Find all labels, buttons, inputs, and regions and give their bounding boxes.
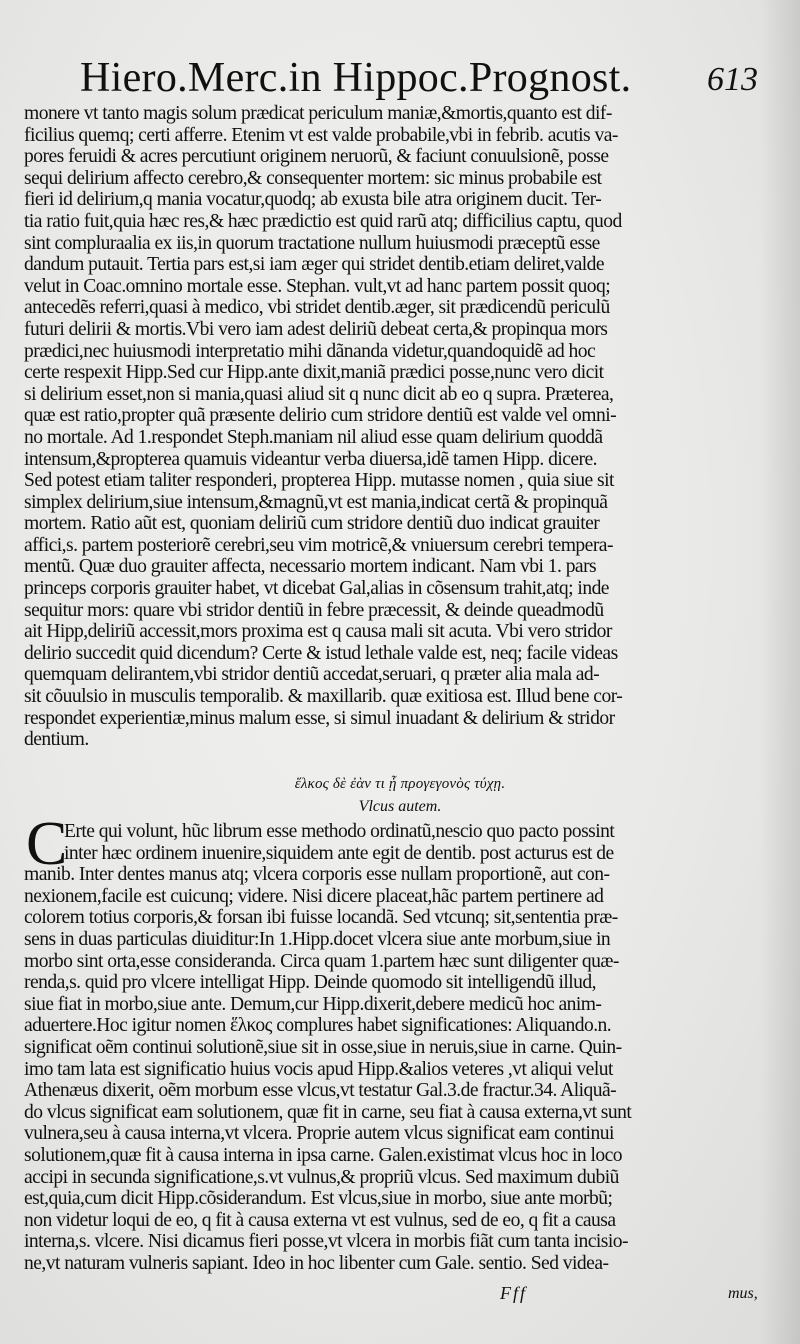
text-line: mentũ. Quæ duo grauiter affecta, necessario mortem indicant. Nam vbi 1. pars [24, 556, 597, 578]
text-line: sens in duas particulas diuiditur:In 1.Hipp.docet vlcera siue ante morbum,siue in [24, 928, 611, 950]
text-line: monere vt tanto magis solum prædicat periculum maniæ,&mortis,quanto est dif- [24, 103, 612, 124]
text-line: Sed potest etiam taliter responderi, propterea Hipp. mutasse nomen , quia siue sit [24, 470, 614, 492]
text-line: no mortale. Ad 1.respondet Steph.maniam nil aliud esse quam delirium quoddã [24, 426, 603, 448]
signature-mark: Fff [500, 1283, 527, 1303]
text-line: prædici,nec huiusmodi interpretatio mihi dãnanda videtur,quandoquidẽ ad hoc [24, 340, 596, 362]
running-title: Hiero.Merc.in Hippoc.Prognost. [80, 55, 632, 101]
text-line: simplex delirium,siue intensum,&magnũ,vt est mania,indicat certã & propinquã [24, 491, 608, 513]
text-line: affici,s. partem posteriorẽ cerebri,seu vim motricẽ,& vniuersum cerebri tempera- [24, 534, 613, 556]
text-line: manib. Inter dentes manus atq; vlcera corporis esse nullam proportionẽ, aut con- [24, 864, 610, 886]
text-line: futuri delirii & mortis.Vbi vero iam adest deliriũ debeat certa,& propinqua mors [24, 318, 608, 340]
text-line: Athenæus dixerit, oẽm morbum esse vlcus,vt testatur Gal.3.de fractur.34. Aliquã- [24, 1080, 617, 1102]
text-line: respondet experientiæ,minus malum esse, si simul inuadant & delirium & stridor [24, 707, 615, 729]
greek-lemma: ἕλκος δὲ ἐὰν τι ᾗ προγεγονὸς τύχῃ. [294, 776, 506, 792]
text-line: delirio succedit quid dicendum? Certe & istud lethale valde est, neq; facile videas [24, 642, 618, 664]
text-line: colorem totius corporis,& forsan ibi fuisse locandã. Sed vtcunq; sit,sententia præ- [24, 907, 618, 929]
text-line: renda,s. quid pro vlcere intelligat Hipp. Deinde quomodo sit intelligendũ illud, [24, 972, 596, 994]
text-line: quæ est ratio,propter quã præsente delirio cum stridore dentiũ est valde vel omni- [24, 405, 617, 427]
text-line: Erte qui volunt, hũc librum esse methodo ordinatũ,nescio quo pacto possint [64, 821, 615, 842]
text-line: sint compluraalia ex iis,in quorum tractatione nullum huiusmodi præceptũ esse [24, 232, 600, 254]
text-line: dentium. [24, 729, 89, 751]
text-line: dandum putauit. Tertia pars est,si iam æger qui stridet dentib.etiam deliret,valde [24, 254, 605, 276]
text-line: pores feruidi & acres percutiunt originem neruorũ, & faciunt conuulsionẽ, posse [24, 146, 609, 168]
text-line: ait Hipp,deliriũ accessit,mors proxima est q causa mali sit acuta. Vbi vero stridor [24, 621, 612, 643]
commentary-paragraph-1 [24, 103, 770, 751]
commentary-paragraph-2 [24, 821, 770, 1274]
text-line: est,quia,cum dicit Hipp.cõsiderandum. Est vlcus,siue in morbo, siue ante morbũ; [24, 1188, 613, 1210]
text-line: non videtur loqui de eo, q fit à causa externa vt est vulnus, sed de eo, q fit a causa [24, 1209, 616, 1231]
text-line: accipi in secunda significatione,s.vt vulnus,& propriũ vlcus. Sed maximum dubiũ [24, 1166, 619, 1188]
running-header [60, 52, 760, 108]
text-line: interna,s. vlcere. Nisi dicamus fieri posse,vt vlcera in morbis fiãt cum tanta incisio- [24, 1231, 628, 1253]
text-line: ne,vt naturam vulneris sapiant. Ideo in hoc libenter cum Gale. sentio. Sed videa- [24, 1252, 609, 1274]
text-line: aduertere.Hoc igitur nomen ἕλκος complures habet significationes: Aliquando.n. [24, 1015, 612, 1037]
text-line: sit cõuulsio in musculis temporalib. & maxillarib. quæ exitiosa est. Illud bene cor- [24, 686, 623, 708]
drop-cap: C [26, 810, 68, 878]
text-line: velut in Coac.omnino mortale esse. Stephan. vult,vt ad hanc partem possit quoq; [24, 275, 611, 297]
page-number: 613 [707, 61, 758, 98]
text-line: do vlcus significat eam solutionem, quæ fit in carne, seu fiat à causa externa,vt sunt [24, 1101, 632, 1123]
text-line: tia ratio fuit,quia hæc res,& hæc prædictio est quid rarũ atq; difficilius captu, quod [24, 210, 622, 232]
text-line: quemquam delirantem,vbi stridor dentiũ accedat,seruari, q præter alia mala ad- [24, 664, 600, 686]
text-line: vulnera,seu à causa interna,vt vlcera. Proprie autem vlcus significat eam continui [24, 1123, 614, 1145]
text-line: significat oẽm continui solutionẽ,siue sit in osse,siue in neruis,siue in carne. Quin- [24, 1036, 622, 1058]
text-line: fieri id delirium,q mania vocatur,quodq; ab exusta bile atra originem ducit. Ter- [24, 189, 602, 211]
text-line: solutionem,quæ fit à causa interna in ipsa carne. Galen.existimat vlcus hoc in loco [24, 1144, 623, 1166]
text-line: si delirium esset,non si mania,quasi aliud sit q nunc dicit ab eo q supra. Præterea, [24, 383, 614, 405]
text-line: siue fiat in morbo,siue ante. Demum,cur Hipp.dixerit,debere medicũ hoc anim- [24, 993, 602, 1015]
text-line: sequitur mors: quare vbi stridor dentiũ in febre præcessit, & deinde queadmodũ [24, 599, 604, 621]
text-line: imo tam lata est significatio huius vocis apud Hipp.&alios veteres ,vt aliqui velut [24, 1058, 613, 1080]
section-heading: Vlcus autem. [358, 798, 442, 815]
text-line: antecedẽs referri,quasi à medico, vbi stridet dentib.æger, sit prædicendũ periculũ [24, 297, 610, 319]
text-line: princeps corporis grauiter habet, vt dicebat Gal,alias in cõsensum trahit,atq; inde [24, 578, 609, 600]
catchword: mus, [728, 1285, 758, 1302]
text-line: intensum,&propterea quamuis videantur verba diuersa,idẽ tamen Hipp. dicere. [24, 448, 598, 470]
text-line: certe respexit Hipp.Sed cur Hipp.ante dixit,maniã prædici posse,nunc vero dicit [24, 362, 604, 384]
text-line: nexionem,facile est cuicunq; videre. Nisi dicere placeat,hãc partem pertinere ad [24, 885, 604, 907]
text-line: morbo sint orta,esse consideranda. Circa quam 1.partem hæc sunt diligenter quæ- [24, 950, 619, 972]
text-line: mortem. Ratio aũt est, quoniam deliriũ cum stridore dentiũ duo indicat grauiter [24, 513, 600, 535]
text-line: sequi delirium affecto cerebro,& consequenter mortem: sic minus probabile est [24, 167, 602, 189]
text-line: ficilius quemq; certi afferre. Etenim vt est valde probabile,vbi in febrib. acutis va- [24, 124, 618, 146]
text-line: inter hæc ordinem inuenire,siquidem ante egit de dentib. post acturus est de [64, 842, 614, 864]
